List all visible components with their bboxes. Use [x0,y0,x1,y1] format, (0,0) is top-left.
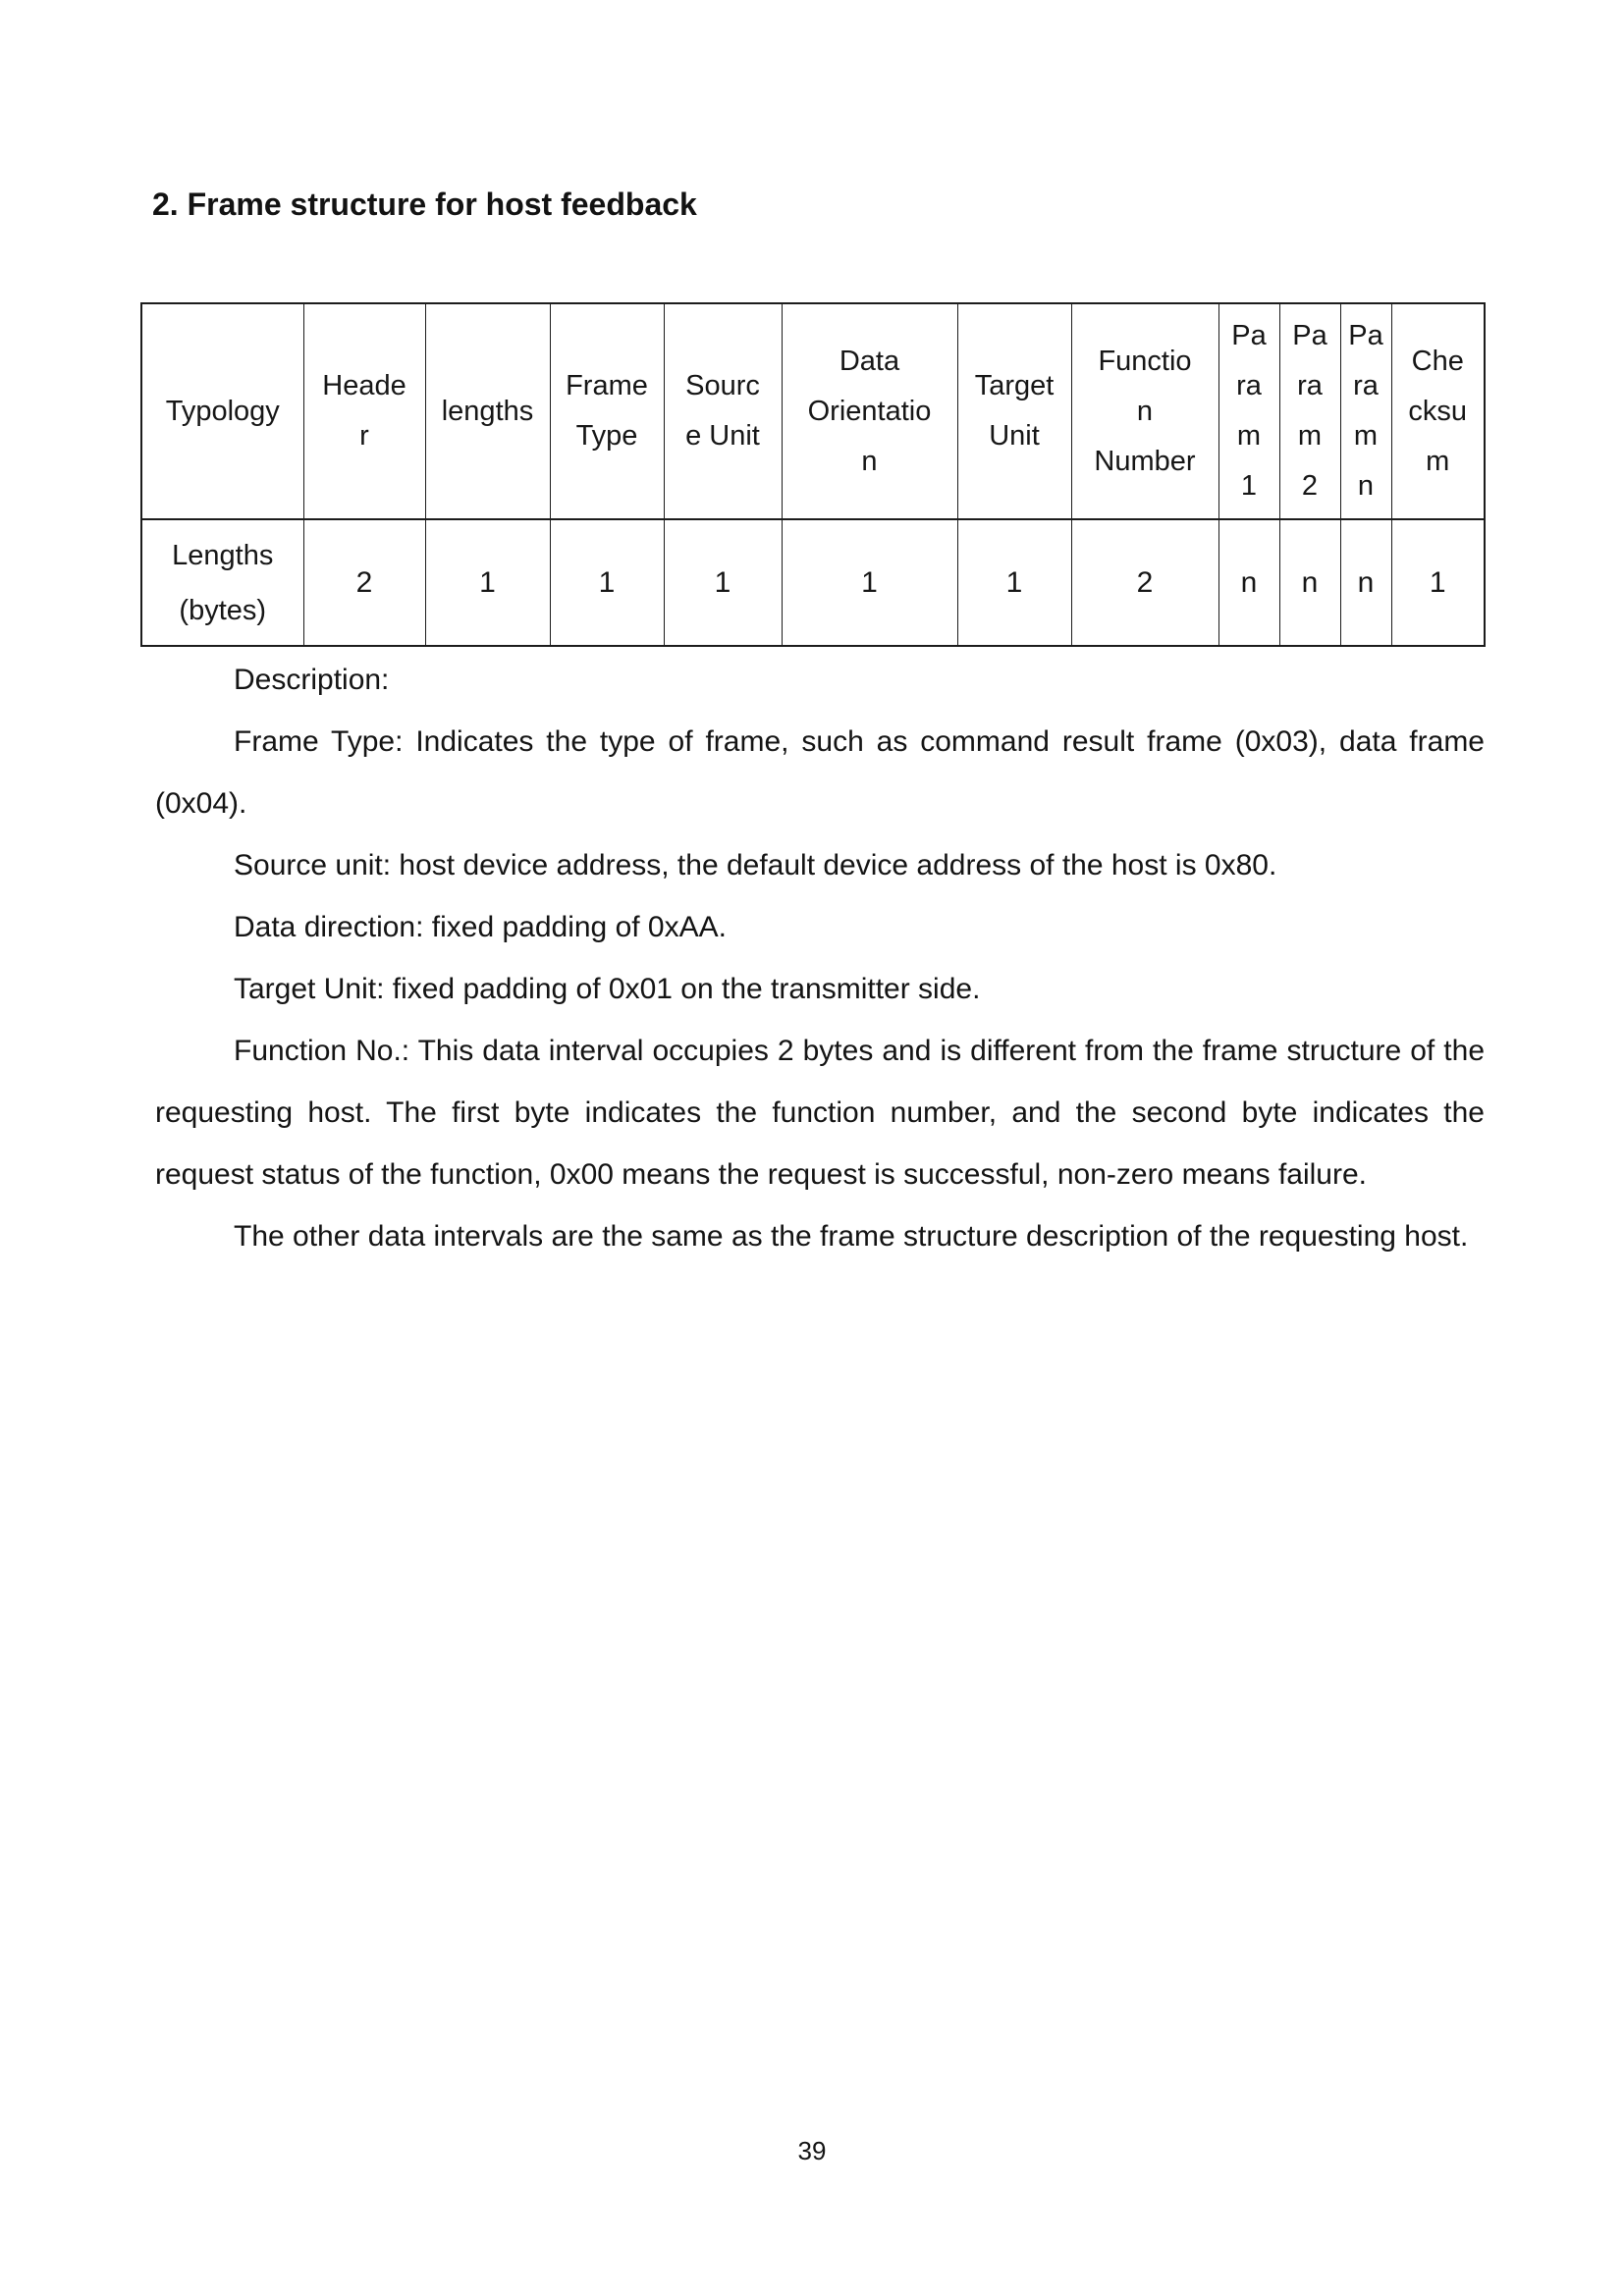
frame-structure-table [140,302,1486,647]
column-header-line: Orientatio [807,395,932,427]
table-lengths-row [141,519,1485,646]
section-heading: 2. Frame structure for host feedback [152,187,697,222]
column-header-line: lengths [441,395,534,427]
column-header-line: n [1136,395,1154,427]
length-bytes-cell-data-orientation: 1 [782,519,957,646]
description-paragraph: The other data intervals are the same as the frame structure description of the requesting host. [234,1220,1469,1253]
column-header-line: Functio [1098,345,1192,377]
column-header-line: Data [839,345,900,377]
column-header-target-unit [957,303,1071,519]
column-header-line: cksu [1408,395,1468,427]
length-bytes-cell-param-n: n [1340,519,1391,646]
lengths-bytes-row-label [141,519,303,646]
column-header-line: n [1357,470,1375,502]
table-body [141,303,1485,646]
column-header-lengths [425,303,550,519]
column-header-line: ra [1236,370,1262,401]
table-header-row [141,303,1485,519]
column-header-param2 [1279,303,1340,519]
column-header-function-number [1071,303,1218,519]
column-header-line: Type [575,420,638,452]
length-bytes-cell-function-number: 2 [1071,519,1218,646]
column-header-line: Target [974,370,1055,401]
column-header-line: 1 [1240,470,1258,502]
column-header-line: Sourc [685,370,760,401]
description-paragraph: Description: [234,664,390,696]
column-header-line: m [1297,420,1323,452]
typology-corner-cell: Typology [141,303,303,519]
column-header-line: 2 [1301,470,1319,502]
column-header-line: Pa [1348,320,1383,351]
column-header-line: Che [1411,345,1464,377]
lengths-label-line: (bytes) [179,594,267,626]
column-header-line: ra [1297,370,1323,401]
column-header-line: r [359,420,369,452]
column-header-line: m [1426,445,1450,477]
description-paragraph: Data direction: fixed padding of 0xAA. [234,911,727,943]
length-bytes-cell-frame-type: 1 [550,519,664,646]
description-paragraph: Target Unit: fixed padding of 0x01 on the transmitter side. [234,973,981,1005]
column-header-line: Pa [1231,320,1267,351]
column-header-line: ra [1353,370,1379,401]
column-header-line: m [1353,420,1379,452]
column-header-data-orientation [782,303,957,519]
column-header-header [303,303,425,519]
column-header-line: m [1236,420,1262,452]
column-header-source-unit [664,303,782,519]
column-header-line: Frame [566,370,648,401]
column-header-line: Unit [989,420,1040,452]
description-paragraph: Source unit: host device address, the default device address of the host is 0x80. [234,849,1277,881]
column-header-line: Number [1094,445,1196,477]
description-paragraph: Frame Type: Indicates the type of frame, such as command result frame (0x03), data frame (0x04). [155,725,1485,820]
description-paragraphs [155,649,1485,1267]
column-header-param-n [1340,303,1391,519]
lengths-label-line: Lengths [172,539,274,571]
column-header-line: Heade [322,370,406,401]
length-bytes-cell-checksum: 1 [1391,519,1485,646]
column-header-checksum [1391,303,1485,519]
column-header-line: e Unit [685,420,760,452]
column-header-frame-type [550,303,664,519]
column-header-line: n [861,445,878,477]
length-bytes-cell-param2: n [1279,519,1340,646]
column-header-param1 [1218,303,1279,519]
column-header-line: Pa [1292,320,1327,351]
description-paragraph: Function No.: This data interval occupies 2 bytes and is different from the frame structure of the requesting host. The first byte indicates the function number, and the second byte indicates the request status of the function, 0x00 means the request is successful, non-zero means failure. [155,1035,1485,1191]
page-number: 39 [797,2136,827,2165]
length-bytes-cell-header: 2 [303,519,425,646]
length-bytes-cell-target-unit: 1 [957,519,1071,646]
length-bytes-cell-lengths: 1 [425,519,550,646]
length-bytes-cell-source-unit: 1 [664,519,782,646]
length-bytes-cell-param1: n [1218,519,1279,646]
